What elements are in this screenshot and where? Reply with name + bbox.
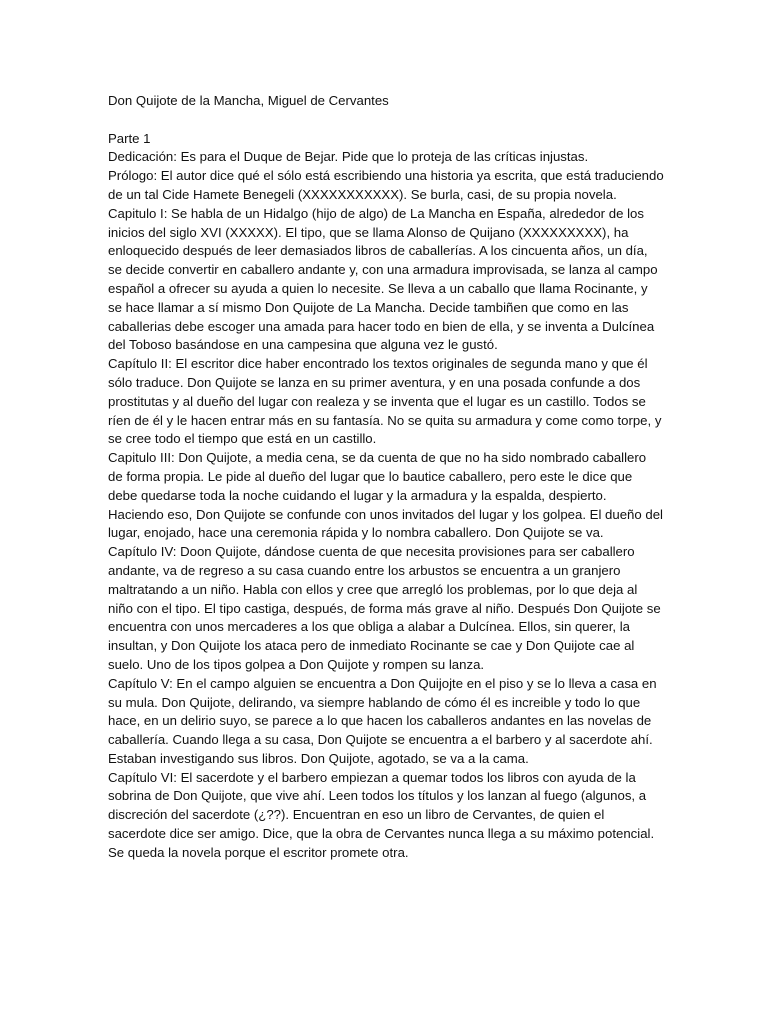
document-title: Don Quijote de la Mancha, Miguel de Cervantes <box>108 93 389 108</box>
paragraph-capitulo-4: Capítulo IV: Doon Quijote, dándose cuenta de que necesita provisiones para ser caballero andante, va de regreso a su casa cuando entre los arbustos se encuentra a un granjero maltratando a un niño. Habla con ellos y cree que arregló los problemas, por lo que deja al niño con el tipo. El tipo castiga, después, de forma más grave al niño. Después Don Quijote se encuentra con unos mercaderes a los que obliga a alabar a Dulcínea. Ellos, sin querer, la insultan, y Don Quijote los ataca pero de inmediato Rocinante se cae y Don Quijote cae al suelo. Uno de los tipos golpea a Don Quijote y rompen su lanza. <box>108 544 661 672</box>
paragraph-capitulo-5: Capítulo V: En el campo alguien se encuentra a Don Quijojte en el piso y se lo lleva a casa en su mula. Don Quijote, delirando, va siempre hablando de cómo él es increible y todo lo que hace, en un delirio suyo, se parece a lo que hacen los caballeros andantes en las novelas de caballería. Cuando llega a su casa, Don Quijote se encuentra a el barbero y al sacerdote ahí. Estaban investigando sus libros. Don Quijote, agotado, se va a la cama. <box>108 675 657 766</box>
part-heading: Parte 1 <box>108 130 151 146</box>
paragraph-capitulo-1: Capitulo I: Se habla de un Hidalgo (hijo de algo) de La Mancha en España, alrededor de los inicios del siglo XVI (XXXXX). El tipo, que se llama Alonso de Quijano (XXXXXXXXX), ha enloquecido después de leer demasiados libros de caballerías. A los cincuenta años, un día, se decide convertir en caballero andante y, con una armadura improvisada, se lanza al campo español a ofrecer su ayuda a quien lo necesite. Se lleva a un caballo que llama Rocinante, y se hace llamar a sí mismo Don Quijote de La Mancha. Decide tambiñen que como en las caballerias debe escoger una amada para hacer todo en bien de ella, y se inventa a Dulcínea del Toboso basándose en una campesina que alguna vez le gustó. <box>108 205 658 353</box>
paragraph-capitulo-2: Capítulo II: El escritor dice haber encontrado los textos originales de segunda mano y que él sólo traduce. Don Quijote se lanza en su primer aventura, y en una posada confunde a dos prostitutas y al dueño del lugar con realeza y se inventa que el lugar es un castillo. Todos se ríen de él y le hacen entrar más en su fantasía. No se quita su armadura y come como torpe, y se cree todo el tiempo que está en un castillo. <box>108 356 662 447</box>
paragraph-capitulo-3: Capitulo III: Don Quijote, a media cena, se da cuenta de que no ha sido nombrado caballero de forma propia. Le pide al dueño del lugar que lo bautice caballero, pero este le dice que debe quedarse toda la noche cuidando el lugar y la armadura y la espalda, despierto. Haciendo eso, Don Quijote se confunde con unos invitados del lugar y los golpea. El dueño del lugar, enojado, hace una ceremonia rápida y lo nombra caballero. Don Quijote se va. <box>108 450 663 541</box>
paragraph-capitulo-6: Capítulo VI: El sacerdote y el barbero empiezan a quemar todos los libros con ayuda de la sobrina de Don Quijote, que vive ahí. Leen todos los títulos y los lanzan al fuego (algunos, a discreción del sacerdote (¿??). Encuentran en eso un libro de Cervantes, de quien el sacerdote dice ser amigo. Dice, que la obra de Cervantes nunca llega a su máximo potencial. Se queda la novela porque el escritor promete otra. <box>108 769 655 860</box>
paragraph-prologo: Prólogo: El autor dice qué el sólo está escribiendo una historia ya escrita, que está traduciendo de un tal Cide Hamete Benegeli (XXXXXXXXXXX). Se burla, casi, de su propia novela. <box>108 168 664 202</box>
paragraph-dedicacion: Dedicación: Es para el Duque de Bejar. Pide que lo proteja de las críticas injustas. <box>108 149 589 165</box>
document-page <box>108 92 664 863</box>
